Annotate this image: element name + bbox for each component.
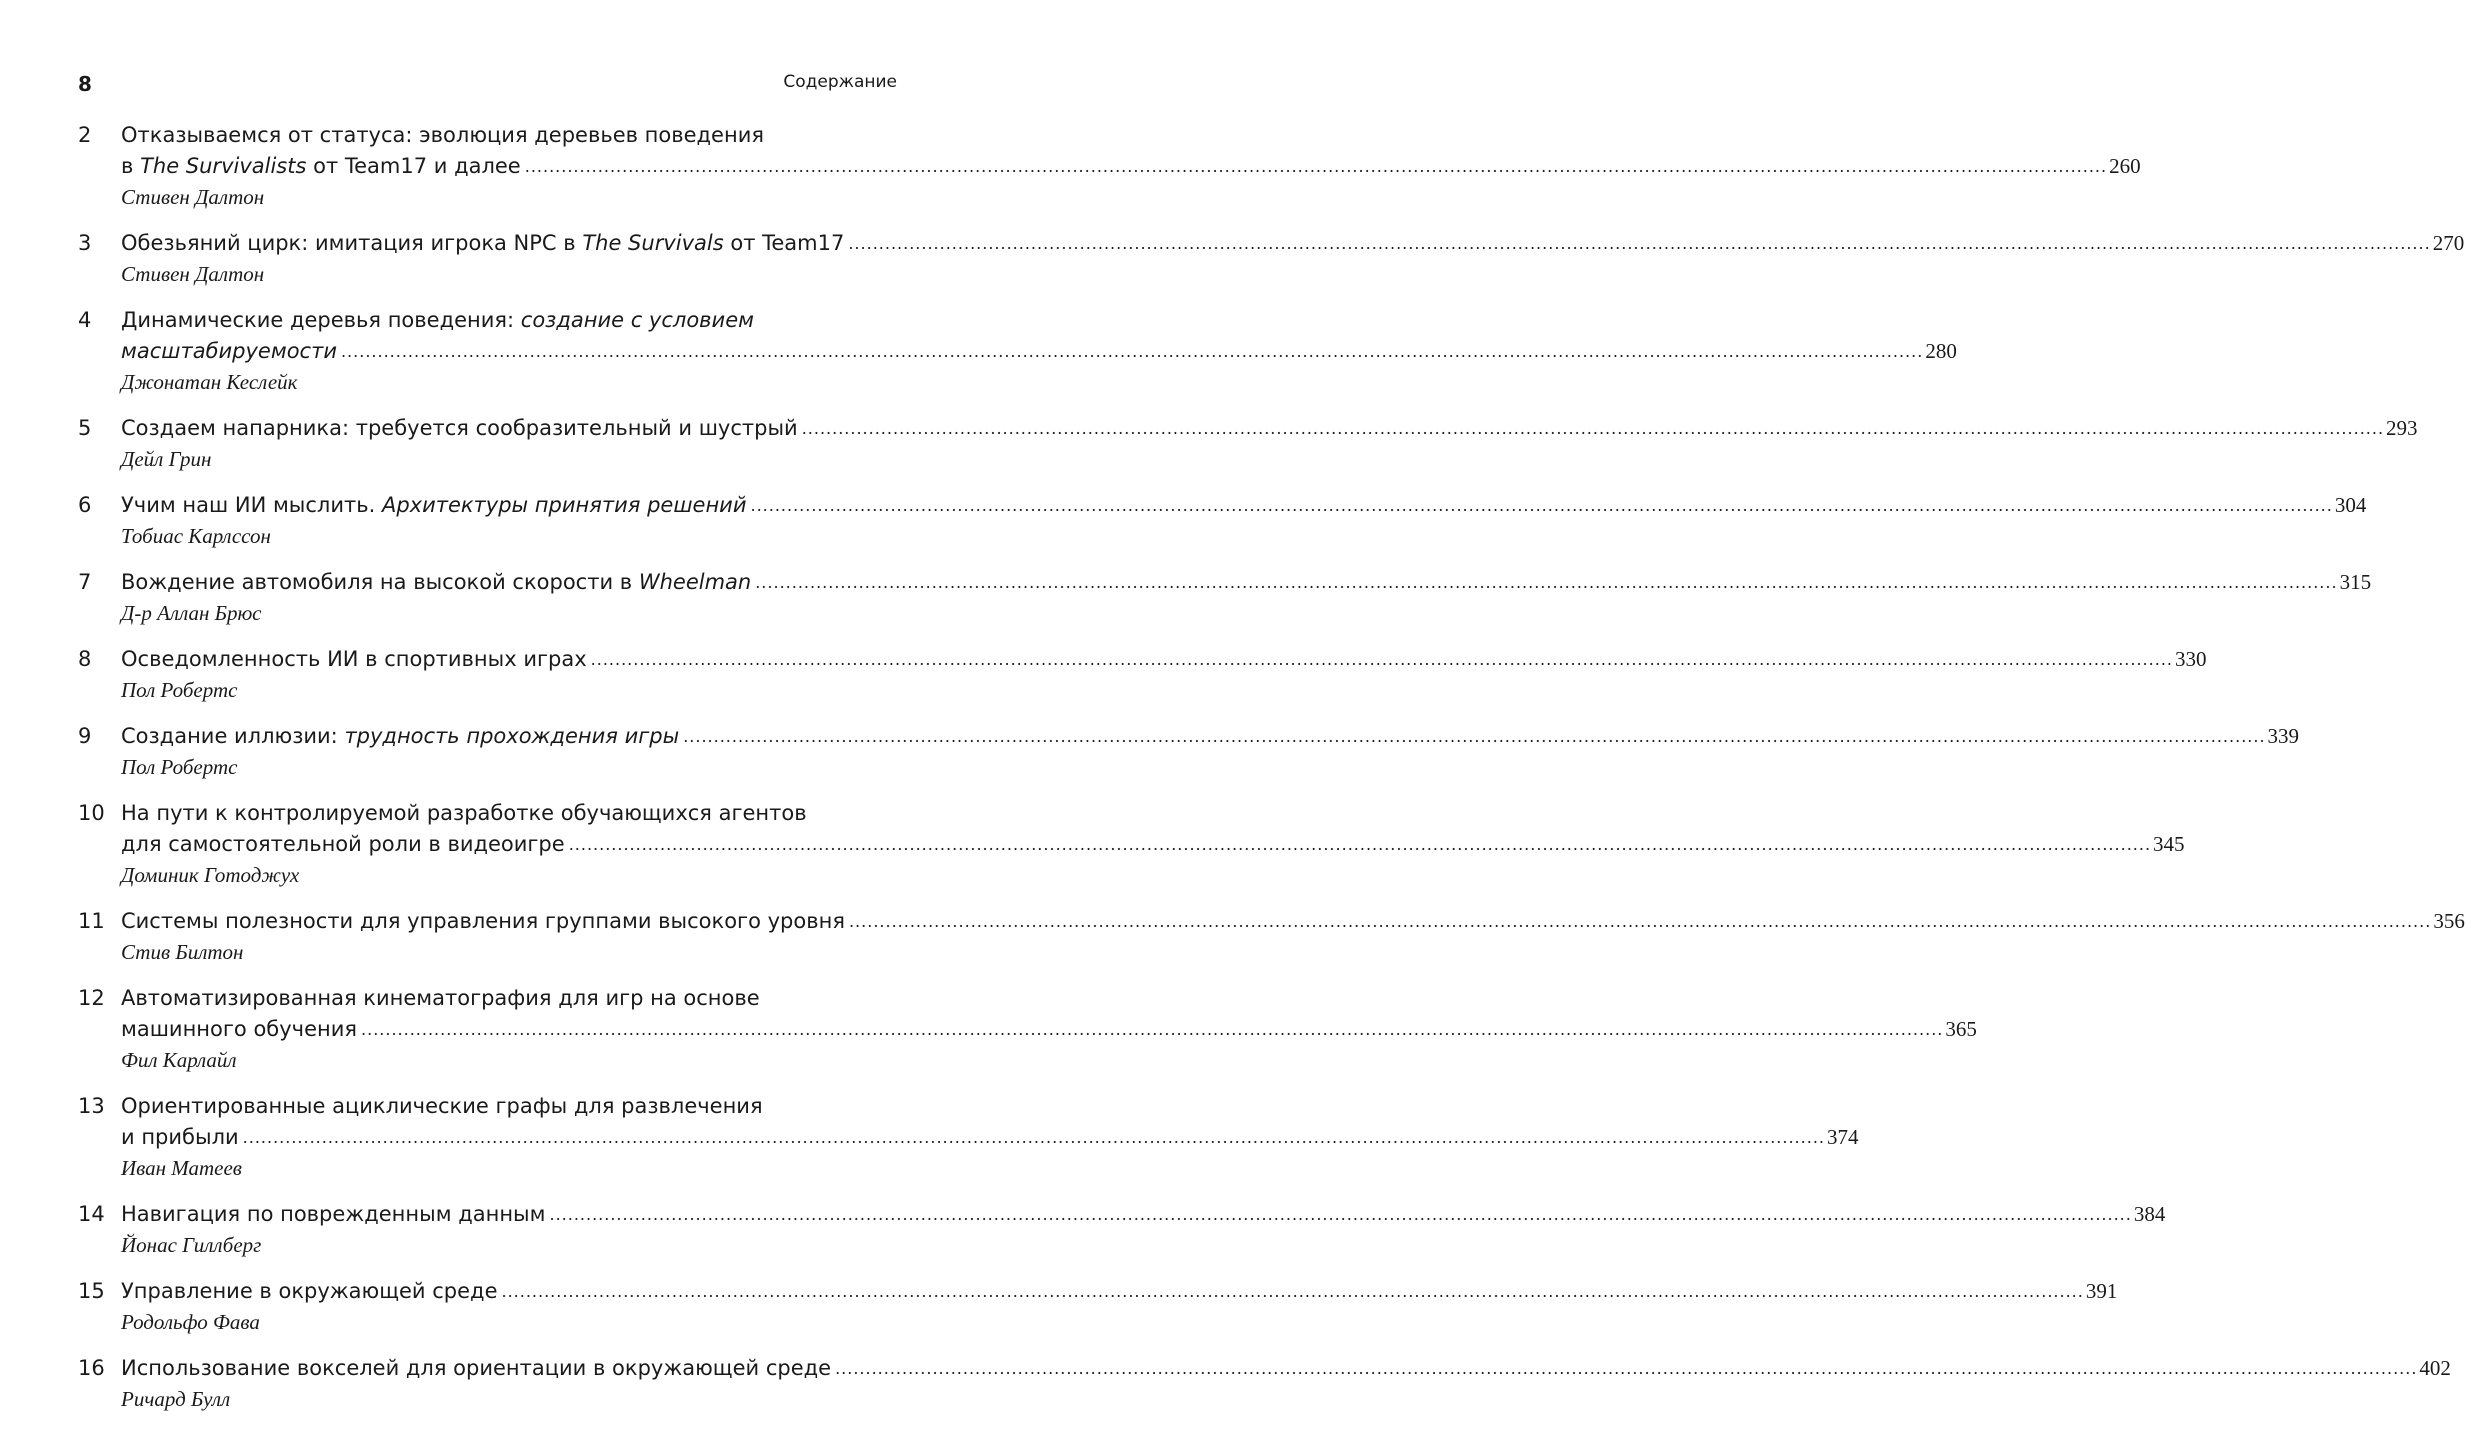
toc-entry[interactable] [78,413,2418,475]
chapter-author: Иван Матеев [121,1156,242,1180]
entry-body [121,1199,2166,1261]
chapter-number: 7 [78,570,92,594]
entry-body [121,1353,2451,1415]
title-segment: Создаем напарника: требуется сообразительный и шустрый [121,416,798,440]
toc-entry[interactable] [78,1353,2451,1415]
chapter-author: Д-р Аллан Брюс [121,601,262,625]
chapter-title [121,1014,357,1045]
title-segment: в [121,154,141,178]
chapter-number: 16 [78,1356,105,1380]
dot-leader: .................................................................................................................................................................................................................................................................... [242,1128,1825,1147]
toc-entry[interactable] [78,1199,2166,1261]
chapter-title-line [121,1122,1859,1153]
chapter-author: Родольфо Фава [121,1310,260,1334]
chapter-number: 2 [78,123,92,147]
chapter-number: 14 [78,1202,105,1226]
chapter-title-line [121,1014,1977,1045]
dot-leader: .................................................................................................................................................................................................................................................................... [683,727,2266,746]
toc-entry[interactable] [78,228,2465,290]
toc-entry[interactable] [78,721,2300,783]
title-italic-segment: трудность прохождения игры [344,724,680,748]
title-segment: Управление в окружающей среде [121,1279,498,1303]
table-of-contents [78,120,2465,1430]
chapter-number: 10 [78,801,105,825]
chapter-title [121,1122,239,1153]
title-segment: Динамические деревья поведения: [121,308,521,332]
chapter-title [121,123,764,147]
dot-leader: .................................................................................................................................................................................................................................................................... [361,1020,1944,1039]
chapter-number: 11 [78,909,105,933]
chapter-title-line [121,336,1957,367]
page-ref[interactable]: 304 [2334,493,2367,517]
chapter-title [121,721,679,752]
chapter-title [121,228,844,259]
entry-body [121,983,1977,1076]
chapter-number: 4 [78,308,92,332]
chapter-title-line [121,1199,2166,1230]
title-italic-segment: создание с условием [520,308,754,332]
page-number: 8 [78,72,92,96]
page-ref[interactable]: 339 [2267,724,2300,748]
chapter-title-line [121,644,2207,675]
chapter-author: Тобиас Карлссон [121,524,271,548]
chapter-number: 13 [78,1094,105,1118]
dot-leader: .................................................................................................................................................................................................................................................................... [340,342,1924,361]
chapter-title-line [121,906,2465,937]
title-segment: Осведомленность ИИ в спортивных играх [121,647,587,671]
dot-leader: .................................................................................................................................................................................................................................................................... [549,1205,2132,1224]
title-segment: Навигация по поврежденным данным [121,1202,546,1226]
toc-entry[interactable] [78,490,2367,552]
dot-leader: .................................................................................................................................................................................................................................................................... [801,419,2385,438]
chapter-author: Доминик Готоджух [121,863,300,887]
page-ref[interactable]: 270 [2432,231,2465,255]
title-segment: Системы полезности для управления группами высокого уровня [121,909,845,933]
chapter-title [121,829,565,860]
entry-body [121,228,2465,290]
chapter-title-line [121,413,2418,444]
chapter-title [121,336,337,367]
chapter-author: Йонас Гиллберг [121,1233,262,1257]
chapter-title [121,567,751,598]
title-segment: и прибыли [121,1125,239,1149]
chapter-title-line [121,1353,2451,1384]
title-segment: от Team17 [723,231,845,255]
chapter-title [121,644,587,675]
chapter-number: 12 [78,986,105,1010]
chapter-title [121,490,746,521]
chapter-title-line [121,1276,2118,1307]
entry-body [121,567,2372,629]
toc-entry[interactable] [78,567,2372,629]
title-segment: Использование вокселей для ориентации в окружающей среде [121,1356,832,1380]
chapter-author: Фил Карлайл [121,1048,237,1072]
title-segment: для самостоятельной роли в видеоигре [121,832,565,856]
page-ref[interactable]: 374 [1826,1125,1859,1149]
toc-entry[interactable] [78,305,1957,398]
page-ref[interactable]: 345 [2153,832,2185,856]
entry-body [121,305,1957,398]
title-italic-segment: масштабируемости [121,339,337,363]
title-segment: Отказываемся от статуса: эволюция деревьев поведения [121,123,764,147]
entry-body [121,120,2141,213]
chapter-title [121,986,760,1010]
chapter-title [121,151,521,182]
chapter-title-line [121,305,900,336]
dot-leader: .................................................................................................................................................................................................................................................................... [568,835,2152,854]
title-segment: Вождение автомобиля на высокой скорости в [121,570,639,594]
toc-entry[interactable] [78,1091,1859,1184]
chapter-title [121,1276,497,1307]
page-ref[interactable]: 356 [2433,909,2465,933]
dot-leader: .................................................................................................................................................................................................................................................................... [755,573,2338,592]
title-segment: машинного обучения [121,1017,358,1041]
title-italic-segment: The Survivals [582,231,724,255]
chapter-title [121,906,845,937]
toc-entry[interactable] [78,644,2207,706]
page-ref[interactable]: 402 [2419,1356,2451,1380]
chapter-title [121,413,798,444]
toc-entry[interactable] [78,1276,2118,1338]
page-ref[interactable]: 391 [2085,1279,2118,1303]
chapter-title [121,1353,831,1384]
page-ref[interactable]: 315 [2339,570,2372,594]
entry-body [121,490,2367,552]
toc-entry[interactable] [78,906,2465,968]
dot-leader: .................................................................................................................................................................................................................................................................... [848,912,2432,931]
entry-body [121,1276,2118,1338]
chapter-author: Джонатан Кеслейк [121,370,298,394]
page-ref[interactable]: 280 [1925,339,1957,363]
dot-leader: .................................................................................................................................................................................................................................................................... [835,1359,2418,1378]
chapter-title-line [121,151,2141,182]
chapter-author: Пол Робертс [121,755,238,779]
dot-leader: .................................................................................................................................................................................................................................................................... [524,157,2108,176]
chapter-author: Стивен Далтон [121,262,265,286]
page-ref[interactable]: 384 [2133,1202,2166,1226]
chapter-title-line [121,228,2465,259]
page-ref[interactable]: 330 [2174,647,2207,671]
dot-leader: .................................................................................................................................................................................................................................................................... [590,650,2173,669]
entry-body [121,798,2185,891]
chapter-author: Стив Билтон [121,940,244,964]
chapter-title-line [121,983,900,1014]
chapter-title-line [121,120,900,151]
chapter-number: 5 [78,416,92,440]
chapter-title-line [121,829,2185,860]
chapter-author: Ричард Булл [121,1387,231,1411]
page-ref[interactable]: 293 [2386,416,2418,440]
chapter-title [121,1199,545,1230]
chapter-title [121,1094,763,1118]
page-ref[interactable]: 365 [1945,1017,1977,1041]
chapter-title-line [121,490,2367,521]
chapter-title-line [121,567,2372,598]
chapter-number: 15 [78,1279,105,1303]
dot-leader: .................................................................................................................................................................................................................................................................... [848,234,2431,253]
title-segment: Ориентированные ациклические графы для развлечения [121,1094,763,1118]
chapter-number: 9 [78,724,92,748]
dot-leader: .................................................................................................................................................................................................................................................................... [501,1282,2084,1301]
entry-body [121,906,2465,968]
chapter-title [121,308,754,332]
chapter-author: Стивен Далтон [121,185,265,209]
entry-body [121,413,2418,475]
page-ref[interactable]: 260 [2109,154,2141,178]
toc-entry[interactable] [78,798,2185,891]
title-segment: Автоматизированная кинематография для игр на основе [121,986,760,1010]
toc-entry[interactable] [78,120,2141,213]
chapter-title-line [121,721,2300,752]
chapter-number: 3 [78,231,92,255]
chapter-author: Пол Робертс [121,678,238,702]
title-segment: Создание иллюзии: [121,724,345,748]
chapter-number: 6 [78,493,92,517]
title-italic-segment: Wheelman [638,570,752,594]
chapter-author: Дейл Грин [121,447,212,471]
title-italic-segment: The Survivalists [140,154,307,178]
title-segment: На пути к контролируемой разработке обучающихся агентов [121,801,807,825]
dot-leader: .................................................................................................................................................................................................................................................................... [750,496,2333,515]
chapter-title-line [121,798,900,829]
chapter-title [121,801,807,825]
entry-body [121,1091,1859,1184]
chapter-title-line [121,1091,900,1122]
toc-entry[interactable] [78,983,1977,1076]
running-head: Содержание [783,72,897,92]
title-segment: Обезьяний цирк: имитация игрока NPC в [121,231,583,255]
title-segment: от Team17 и далее [306,154,521,178]
title-italic-segment: Архитектуры принятия решений [381,493,747,517]
chapter-number: 8 [78,647,92,671]
entry-body [121,721,2300,783]
entry-body [121,644,2207,706]
title-segment: Учим наш ИИ мыслить. [121,493,382,517]
